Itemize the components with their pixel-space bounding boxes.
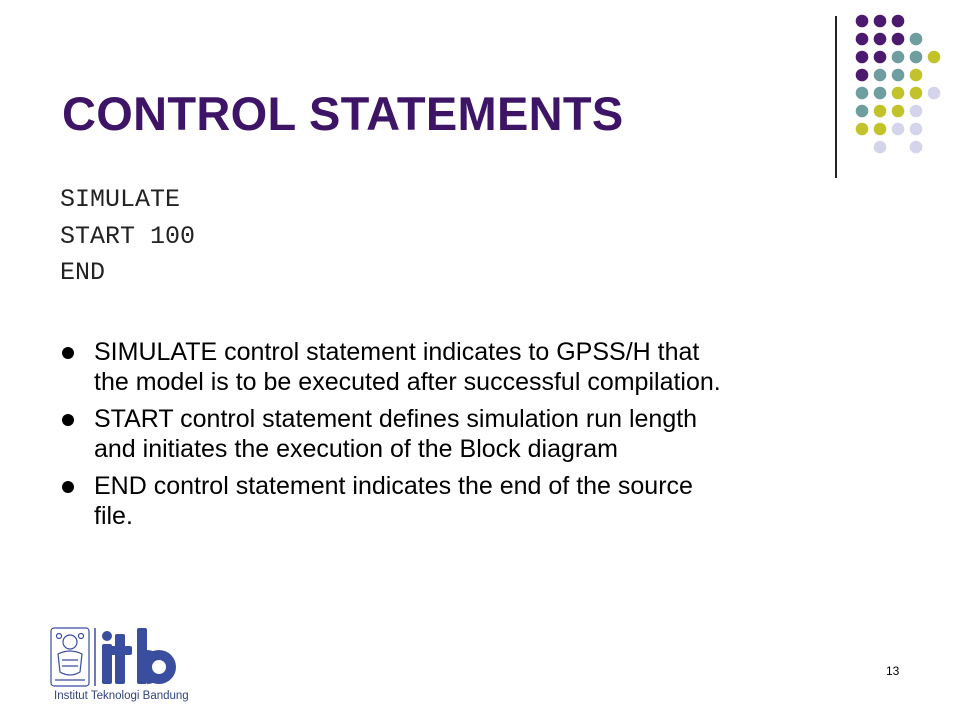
code-line-start: START 100 bbox=[60, 221, 196, 251]
bullet-text-line2: the model is to be executed after successful compilation. bbox=[94, 368, 721, 396]
code-line-end: END bbox=[60, 258, 106, 287]
bullet-text-line1: START control statement defines simulation run length bbox=[94, 405, 698, 433]
bullet-dot-icon bbox=[62, 414, 74, 426]
itb-emblem-icon bbox=[51, 628, 89, 686]
bullet-dot-icon bbox=[62, 481, 74, 493]
page-number: 13 bbox=[886, 664, 900, 678]
code-block bbox=[60, 182, 195, 292]
code-line-simulate: SIMULATE bbox=[60, 185, 181, 214]
itb-wordmark bbox=[102, 628, 176, 684]
bullet-item-start bbox=[60, 404, 890, 464]
slide-title: CONTROL STATEMENTS bbox=[62, 87, 624, 140]
bullet-list bbox=[60, 337, 890, 538]
bullet-text-line1: SIMULATE control statement indicates to GPSS/H that bbox=[94, 338, 700, 366]
bullet-text-line2: and initiates the execution of the Block diagram bbox=[94, 435, 618, 463]
bullet-text-line1: END control statement indicates the end of the source bbox=[94, 472, 693, 500]
bullet-dot-icon bbox=[62, 347, 74, 359]
logo-caption: Institut Teknologi Bandung bbox=[54, 690, 189, 702]
bullet-text-line2: file. bbox=[94, 502, 133, 530]
bullet-item-end bbox=[60, 471, 890, 531]
decorative-dot-grid bbox=[0, 0, 960, 200]
bullet-item-simulate bbox=[60, 337, 890, 397]
